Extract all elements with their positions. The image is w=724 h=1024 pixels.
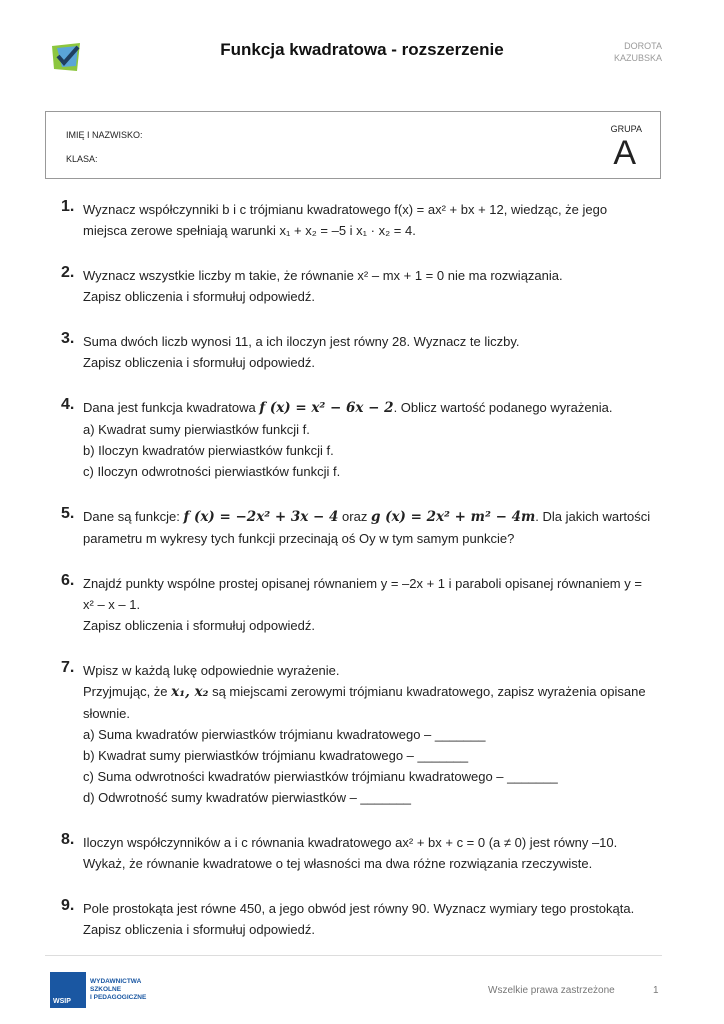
task-number: 4. <box>61 396 75 413</box>
task-7: 7. Wpisz w każdą lukę odpowiednie wyrażenie. Przyjmując, że x₁, x₂ są miejscami zerowymi trójmianu kwadratowego, zapisz wyrażenia opisane słownie. a) Suma kwadratów pierwiastków trójmianu kwadratowego – _______ b) Kwadrat sumy pierwiastków trójmianu kwadratowego – _______ c) Suma odwrotności kwadratów pierwiastków trójmianu kwadratowego – _______ d) Odwrotność sumy kwadratów pierwiastków – _______ <box>61 659 646 805</box>
footer-divider <box>45 955 662 956</box>
task-6: 6. Znajdź punkty wspólne prostej opisanej równaniem y = –2x + 1 i paraboli opisanej równaniem y = x² – x – 1. Zapisz obliczenia i sformułuj odpowiedź. <box>61 572 642 633</box>
task-list <box>61 199 661 964</box>
task-5: 5. Dane są funkcje: f (x) = −2x² + 3x − 4 oraz g (x) = 2x² + m² − 4m. Dla jakich wartości parametru m wykresy tych funkcji przecinają oś Oy w tym samym punkcie? <box>61 505 651 546</box>
task-number: 7. <box>61 659 75 676</box>
group-value: A <box>613 134 636 172</box>
task-3: 3. Suma dwóch liczb wynosi 11, a ich iloczyn jest równy 28. Wyznacz te liczby. Zapisz obliczenia i sformułuj odpowiedź. <box>61 330 520 370</box>
name-label: IMIĘ I NAZWISKO: <box>66 130 143 140</box>
wsip-logo-icon: WSIP <box>50 972 86 1008</box>
student-info-box <box>45 111 661 179</box>
task-number: 2. <box>61 264 75 281</box>
publisher-name: WYDAWNICTWA SZKOLNE I PEDAGOGICZNE <box>90 978 147 1001</box>
group-label: GRUPA <box>610 124 642 134</box>
class-label: KLASA: <box>66 154 98 164</box>
task-1: 1. Wyznacz współczynniki b i c trójmianu kwadratowego f(x) = ax² + bx + 12, wiedząc, że jego miejsca zerowe spełniają warunki x₁ + x₂ = –5 i x₁ · x₂ = 4. <box>61 198 608 238</box>
page-number: 1 <box>653 985 659 996</box>
task-number: 1. <box>61 198 75 215</box>
task-2: 2. Wyznacz wszystkie liczby m takie, że równanie x² – mx + 1 = 0 nie ma rozwiązania. Zapisz obliczenia i sformułuj odpowiedź. <box>61 264 563 304</box>
page-title: Funkcja kwadratowa - rozszerzenie <box>220 40 504 59</box>
task-number: 6. <box>61 572 75 589</box>
task-9: 9. Pole prostokąta jest równe 450, a jego obwód jest równy 90. Wyznacz wymiary tego prostokąta. Zapisz obliczenia i sformułuj odpowiedź. <box>61 897 635 937</box>
task-number: 3. <box>61 330 75 347</box>
author: DOROTA KAZUBSKA <box>613 41 662 63</box>
task-8: 8. Iloczyn współczynników a i c równania kwadratowego ax² + bx + c = 0 (a ≠ 0) jest równy –10. Wykaż, że równanie kwadratowe o tej własności ma dwa różne rozwiązania rzeczywiste. <box>61 831 618 871</box>
task-number: 8. <box>61 831 75 848</box>
task-4: 4. Dana jest funkcja kwadratowa f (x) = x² − 6x − 2. Oblicz wartość podanego wyrażenia. a) Kwadrat sumy pierwiastków funkcji f. b) Iloczyn kwadratów pierwiastków funkcji f. c) Iloczyn odwrotności pierwiastków funkcji f. <box>61 396 613 479</box>
task-number: 5. <box>61 505 75 522</box>
task-number: 9. <box>61 897 75 914</box>
copyright-text: Wszelkie prawa zastrzeżone <box>488 985 615 996</box>
